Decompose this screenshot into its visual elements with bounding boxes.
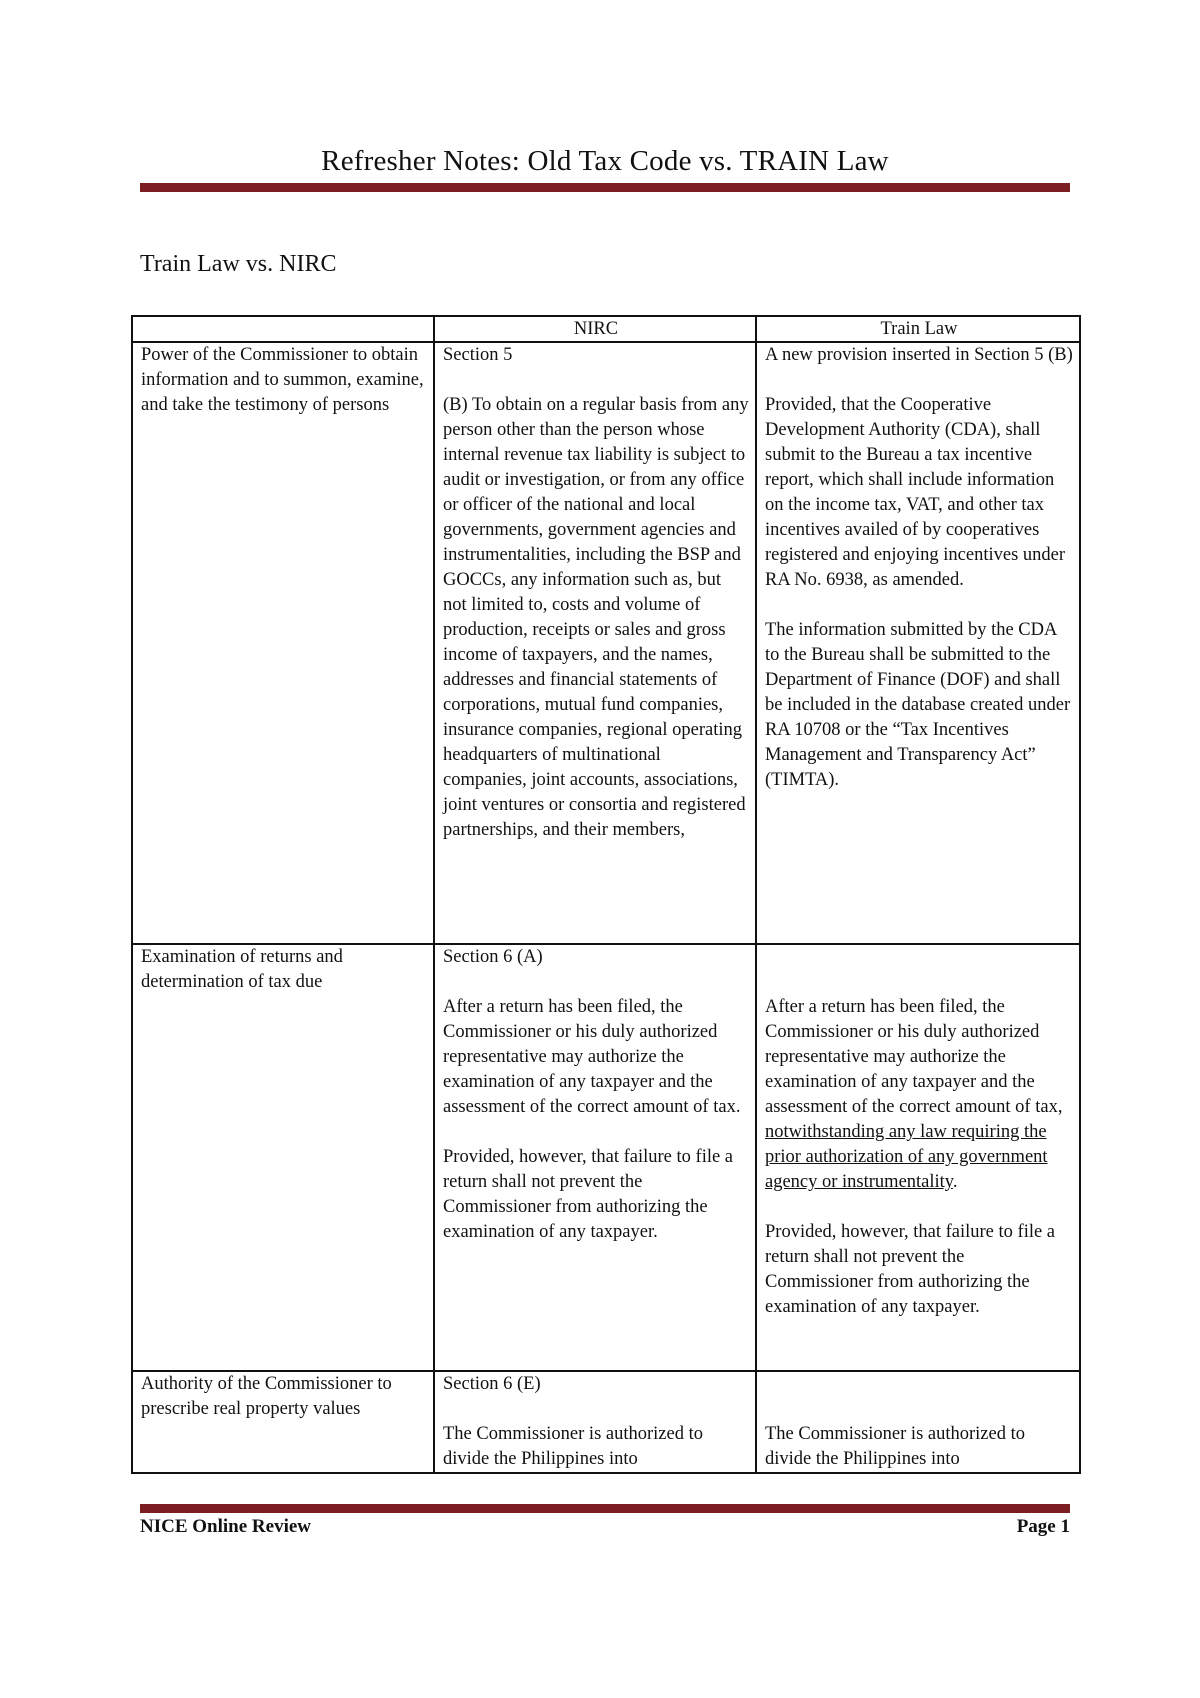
provision-text: Provided, that the Cooperative Development Authority (CDA), shall submit to the Bureau a tax incentive report, which shall include information on the income tax, VAT, and other tax incentives availed of by cooperatives registered and enjoying incentives under RA No. 6938, as amended. — [765, 395, 1066, 590]
train-law-cell — [756, 944, 1080, 1371]
topic-text: Authority of the Commissioner to prescribe real property values — [141, 1374, 392, 1419]
table-header-row — [132, 316, 1080, 342]
provision-text: The information submitted by the CDA to the Bureau shall be submitted to the Department of Finance (DOF) and shall be included in the database created under RA 10708 or the “Tax Incentives Management and Transparency Act” (TIMTA). — [765, 620, 1071, 790]
provision-text: After a return has been filed, the Commissioner or his duly authorized representative may authorize the examination of any taxpayer and the assessment of the correct amount of tax. — [443, 997, 741, 1117]
nirc-cell — [434, 944, 756, 1371]
section-reference: Section 6 (E) — [443, 1374, 541, 1394]
nirc-cell — [434, 342, 756, 944]
footer-publisher: NICE Online Review — [140, 1516, 311, 1537]
provision-text: Provided, however, that failure to file a return shall not prevent the Commissioner from authorizing the examination of any taxpayer. — [765, 1222, 1056, 1317]
provision-text: The Commissioner is authorized to divide the Philippines into — [443, 1424, 703, 1469]
page-title: Refresher Notes: Old Tax Code vs. TRAIN Law — [321, 145, 889, 177]
topic-text: Power of the Commissioner to obtain information and to summon, examine, and take the testimony of persons — [141, 345, 424, 415]
provision-text: The Commissioner is authorized to divide the Philippines into — [765, 1424, 1025, 1469]
provision-text — [765, 995, 1073, 1195]
train-law-cell — [756, 1371, 1080, 1473]
underlined-amendment: notwithstanding any law requiring the prior authorization of any government agency or instrumentality — [765, 1122, 1048, 1192]
table-row — [132, 342, 1080, 944]
table-row — [132, 1371, 1080, 1473]
topic-text: Examination of returns and determination of tax due — [141, 947, 343, 992]
provision-end: . — [952, 1172, 958, 1192]
train-law-cell — [756, 342, 1080, 944]
topic-cell — [132, 342, 434, 944]
column-header-topic — [132, 316, 434, 342]
footer-divider — [140, 1504, 1070, 1513]
provision-lead: After a return has been filed, the Commissioner or his duly authorized representative may authorize the examination of any taxpayer and the assessment of the correct amount of tax, — [765, 997, 1063, 1117]
nirc-cell — [434, 1371, 756, 1473]
header-divider — [140, 183, 1070, 192]
provision-text: Provided, however, that failure to file a return shall not prevent the Commissioner from authorizing the examination of any taxpayer. — [443, 1147, 734, 1242]
table-row — [132, 944, 1080, 1371]
section-reference: Section 6 (A) — [443, 947, 543, 967]
column-header-nirc: NIRC — [434, 316, 756, 342]
page-number: Page 1 — [1016, 1516, 1070, 1537]
topic-cell — [132, 944, 434, 1371]
provision-note: A new provision inserted in Section 5 (B) — [765, 345, 1073, 365]
section-reference: Section 5 — [443, 345, 513, 365]
provision-text: (B) To obtain on a regular basis from any person other than the person whose internal revenue tax liability is subject to audit or investigation, or from any office or officer of the national and local governments, government agencies and instrumentalities, including the BSP and GOCCs, any information such as, but not limited to, costs and volume of production, receipts or sales and gross income of taxpayers, and the names, addresses and financial statements of corporations, mutual fund companies, insurance companies, regional operating headquarters of multinational companies, joint accounts, associations, joint ventures or consortia and registered partnerships, and their members, — [443, 395, 749, 840]
topic-cell — [132, 1371, 434, 1473]
column-header-train-law: Train Law — [756, 316, 1080, 342]
section-subtitle: Train Law vs. NIRC — [140, 251, 337, 277]
comparison-table — [131, 315, 1081, 1474]
